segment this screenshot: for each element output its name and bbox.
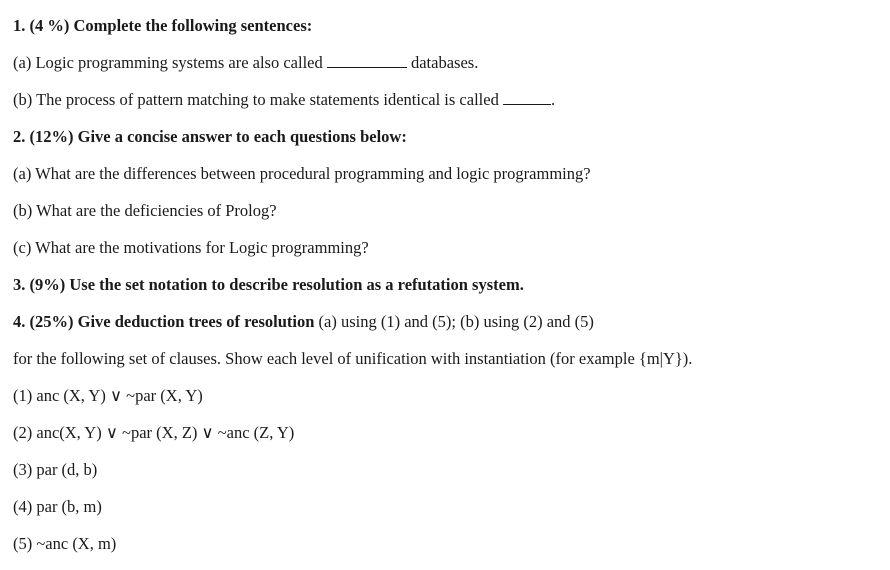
clause-5: (5) ~anc (X, m) (13, 534, 117, 553)
question-2b: (b) What are the deficiencies of Prolog? (13, 201, 277, 220)
question-1-heading: 1. (4 %) Complete the following sentences: (13, 16, 313, 35)
question-1b (13, 90, 555, 110)
question-4-heading-bold: 4. (25%) Give deduction trees of resolution (13, 312, 315, 331)
clause-4: (4) par (b, m) (13, 497, 102, 516)
question-4-instructions: for the following set of clauses. Show each level of unification with instantiation (for example {m|Y}). (13, 349, 693, 368)
clause-2: (2) anc(X, Y) ∨ ~par (X, Z) ∨ ~anc (Z, Y) (13, 423, 295, 442)
question-4-heading-rest: (a) using (1) and (5); (b) using (2) and (5) (314, 312, 594, 331)
answer-blank-1a (327, 53, 407, 68)
question-1a (13, 53, 478, 73)
clause-3: (3) par (d, b) (13, 460, 98, 479)
question-1b-text: (b) The process of pattern matching to make statements identical is called (13, 90, 499, 109)
question-4-heading (13, 312, 594, 332)
question-1b-suffix: . (550, 90, 556, 109)
question-1a-text: (a) Logic programming systems are also called (13, 53, 323, 72)
question-2a: (a) What are the differences between procedural programming and logic programming? (13, 164, 591, 183)
question-2-heading: 2. (12%) Give a concise answer to each questions below: (13, 127, 407, 146)
clause-1: (1) anc (X, Y) ∨ ~par (X, Y) (13, 386, 203, 405)
question-2c: (c) What are the motivations for Logic programming? (13, 238, 369, 257)
question-1a-suffix: databases. (410, 53, 479, 72)
question-3-heading: 3. (9%) Use the set notation to describe resolution as a refutation system. (13, 275, 524, 294)
answer-blank-1b (503, 90, 551, 105)
